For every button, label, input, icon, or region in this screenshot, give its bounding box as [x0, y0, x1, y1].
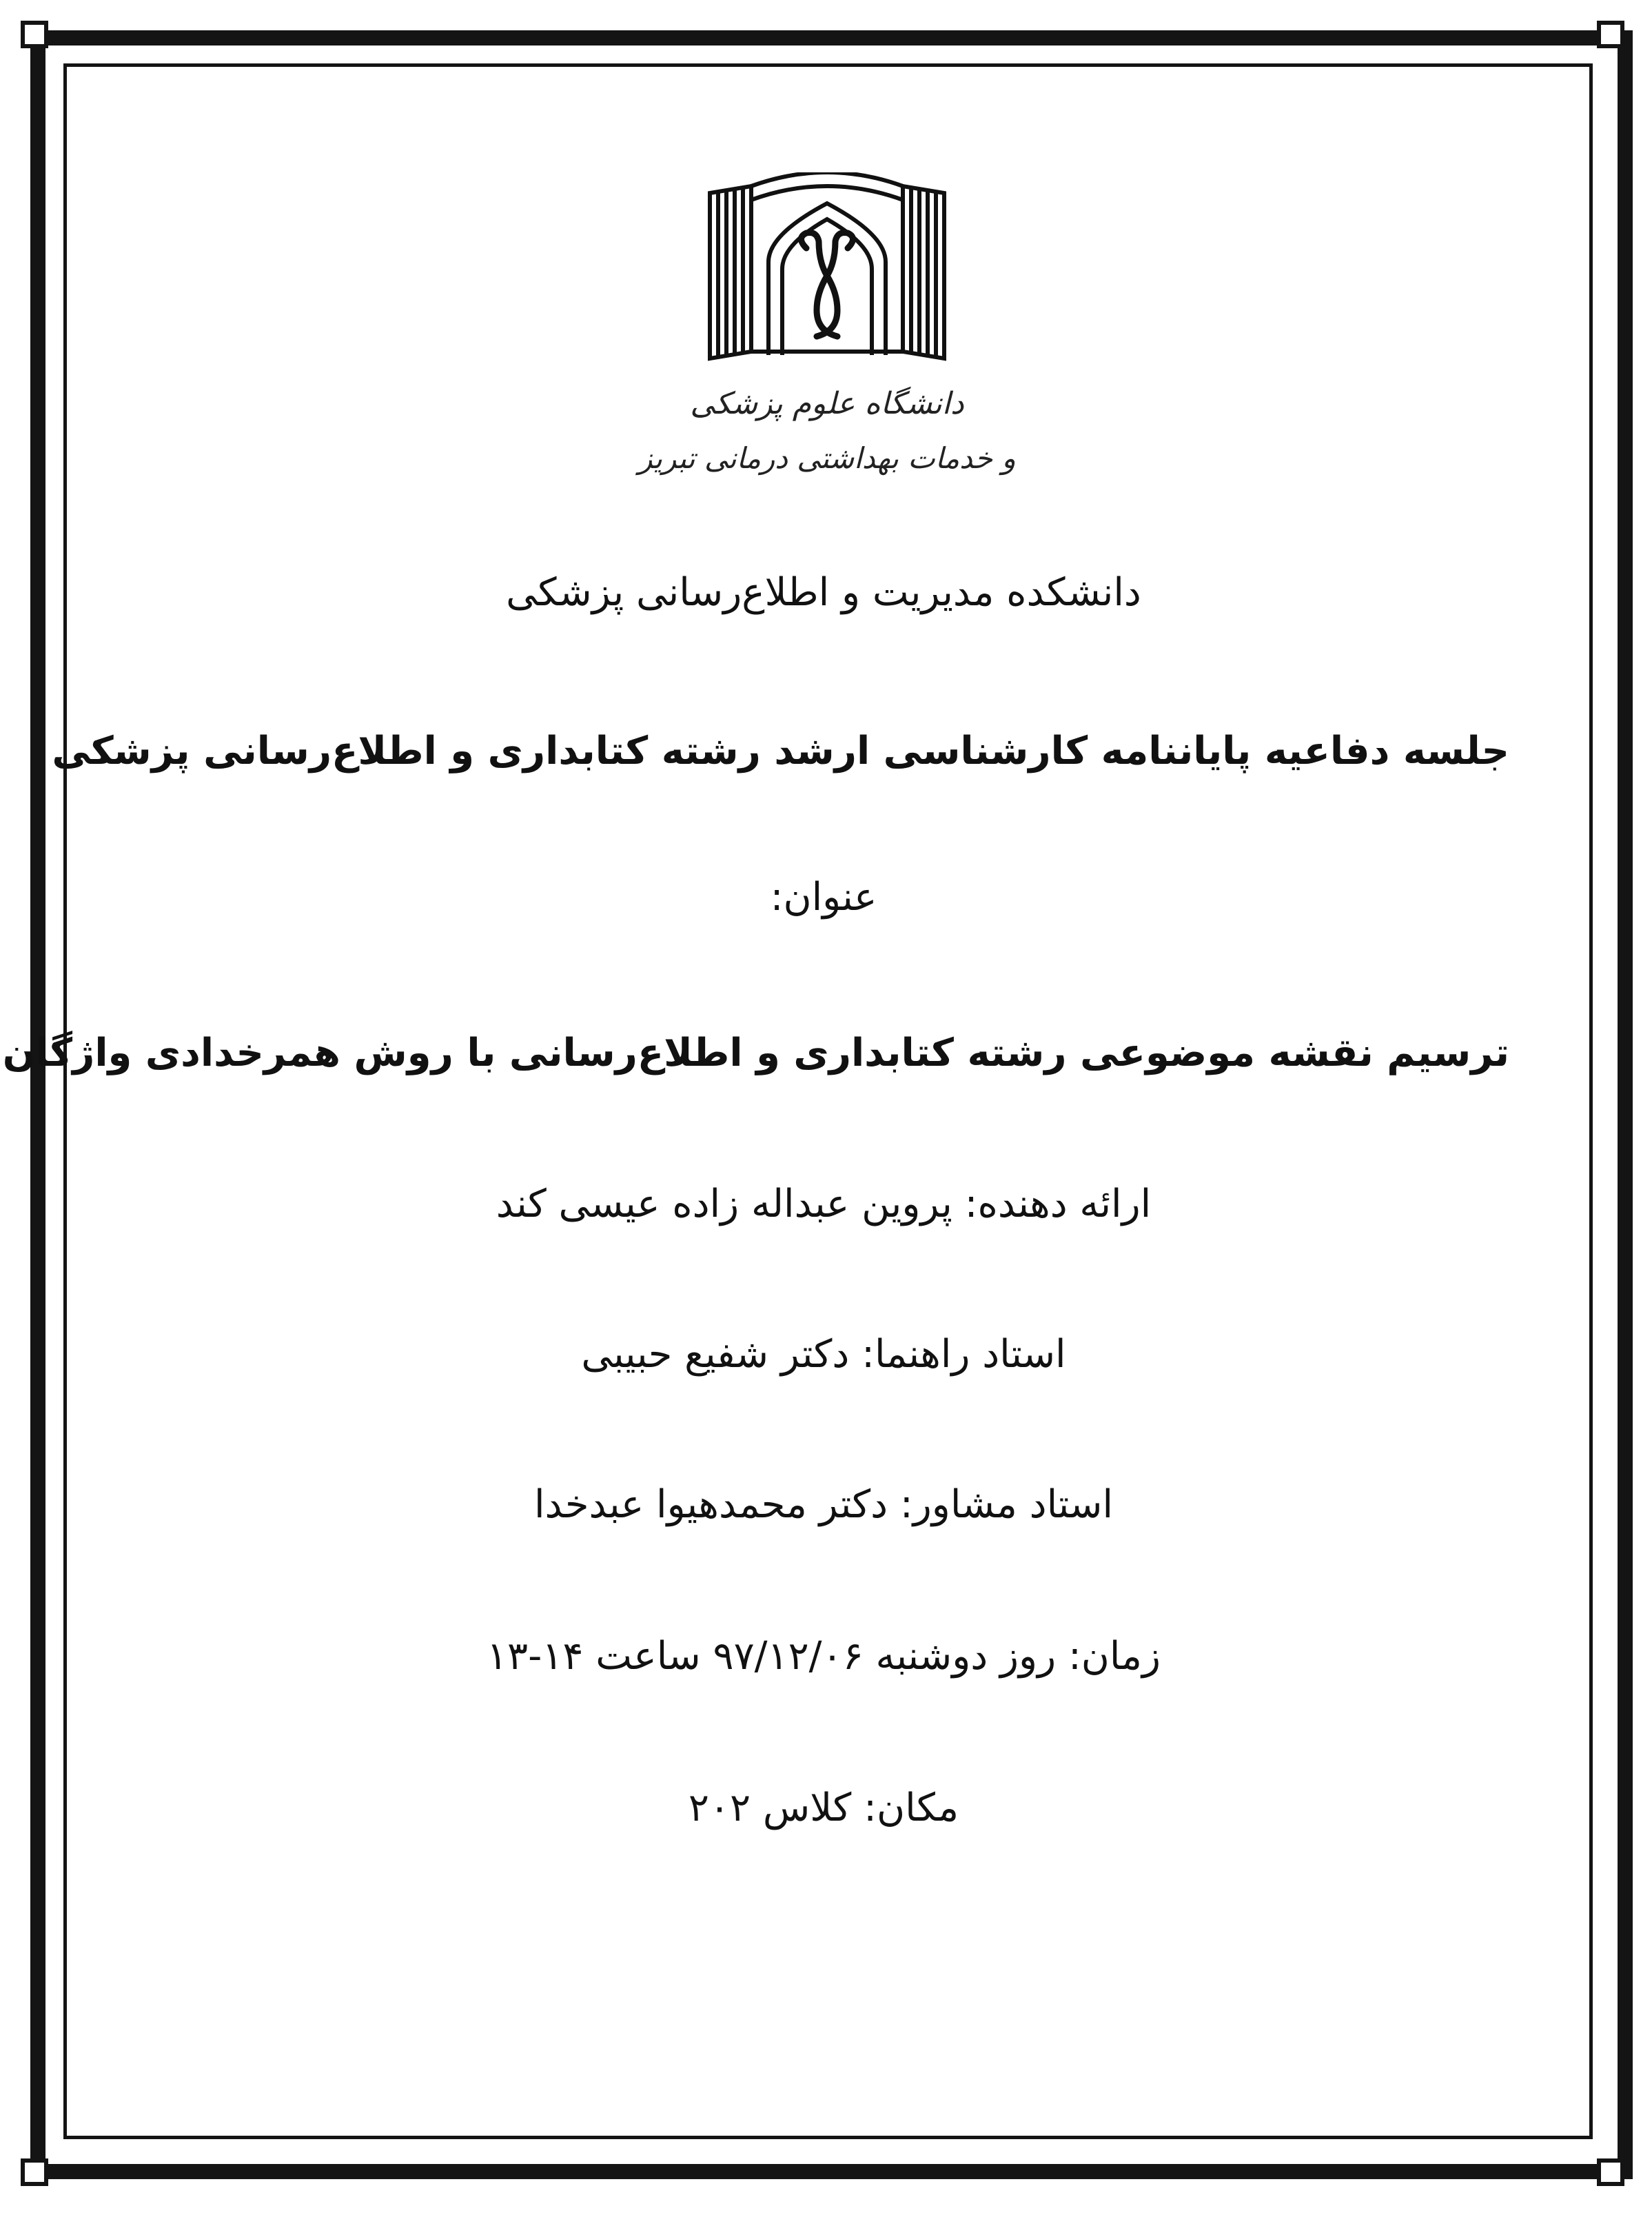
title-label: عنوان: [770, 875, 877, 920]
session-time: زمان: روز دوشنبه ۹۷/۱۲/۰۶ ساعت ۱۴-۱۳ [486, 1634, 1161, 1679]
advisor: استاد مشاور: دکتر محمدهیوا عبدخدا [533, 1482, 1114, 1527]
supervisor: استاد راهنما: دکتر شفیع حبیبی [581, 1332, 1066, 1377]
corner-ornament-bottom-left [21, 2158, 48, 2186]
university-name-line1: دانشگاه علوم پزشکی [690, 386, 964, 421]
session-place: مکان: کلاس ۲۰۲ [688, 1786, 959, 1830]
corner-ornament-bottom-right [1597, 2158, 1624, 2186]
university-name-line2: و خدمات بهداشتی درمانی تبریز [638, 441, 1016, 475]
thesis-title: ترسیم نقشه موضوعی رشته کتابداری و اطلاع‌رسانی با روش همرخدادی واژگان [2, 1031, 1509, 1075]
corner-ornament-top-left [21, 21, 48, 48]
faculty-heading: دانشکده مدیریت و اطلاع‌رسانی پزشکی [506, 570, 1141, 615]
corner-ornament-top-right [1597, 21, 1624, 48]
session-title: جلسه دفاعیه پایاننامه کارشناسی ارشد رشته کتابداری و اطلاع‌رسانی پزشکی [52, 729, 1509, 773]
presenter: ارائه دهنده: پروین عبداله زاده عیسی کند [496, 1182, 1152, 1226]
university-logo-icon [703, 172, 951, 372]
